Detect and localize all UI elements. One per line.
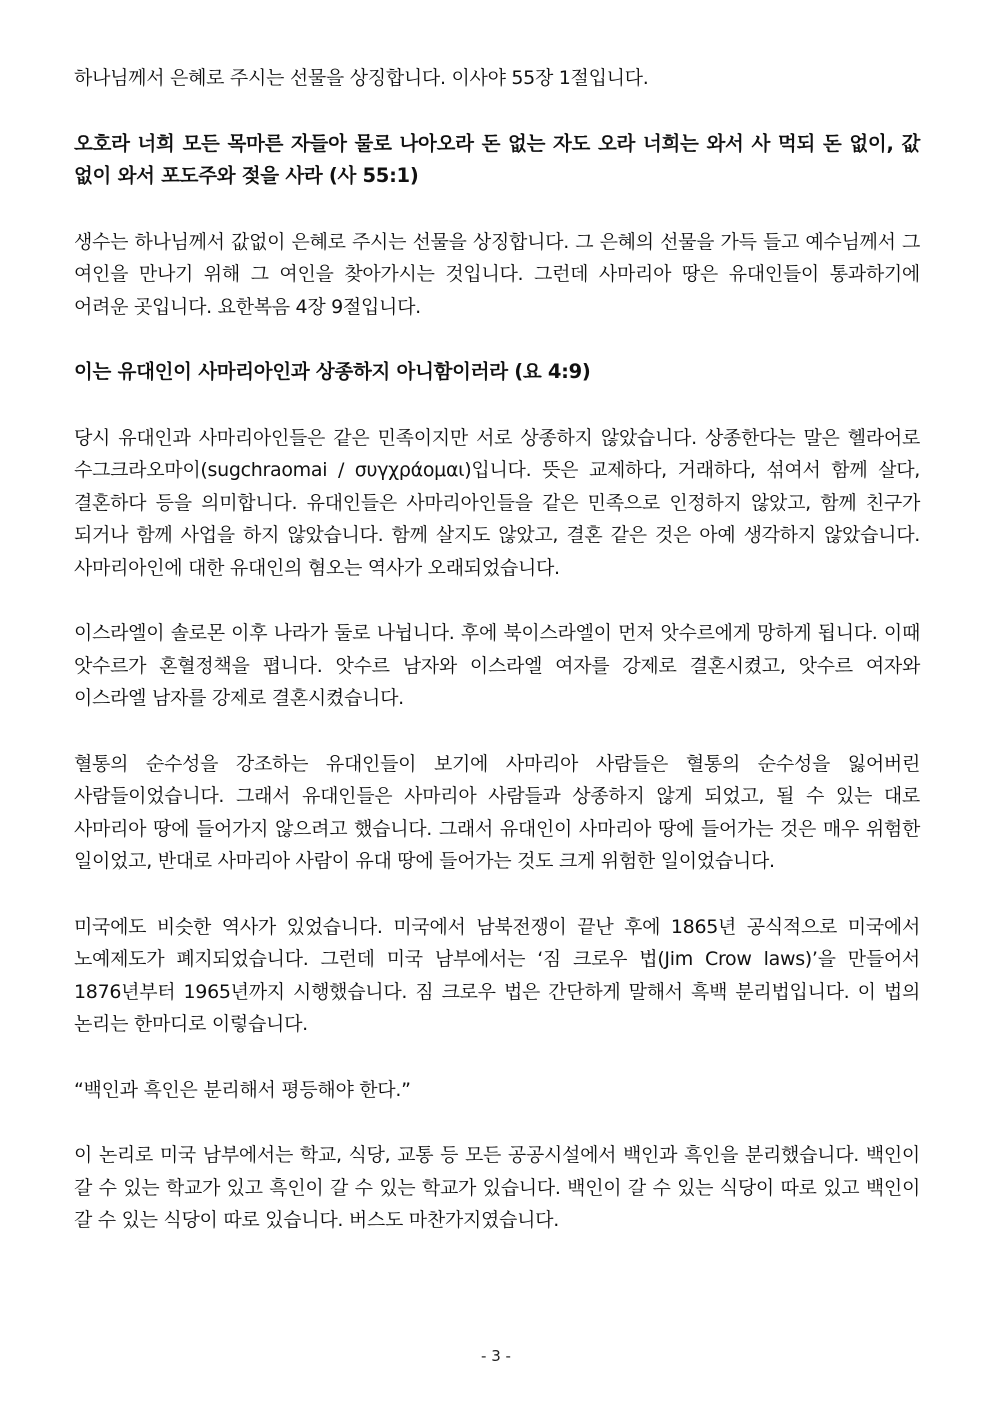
quoted-statement: “백인과 흑인은 분리해서 평등해야 한다.” bbox=[74, 1078, 411, 1101]
body-paragraph: 미국에도 비슷한 역사가 있었습니다. 미국에서 남북전쟁이 끝난 후에 1865년 공식적으로 미국에서 노예제도가 폐지되었습니다. 그런데 미국 남부에서는 ‘짐 크로우 법(Jim Crow laws)’을 만들어서 1876년부터 1965년까지 시행했습니다. 짐 크로우 법은 간단하게 말해서 흑백 분리법입니다. 이 법의 논리는 한마디로 이렇습니다. bbox=[74, 915, 920, 1035]
body-paragraph: 혈통의 순수성을 강조하는 유대인들이 보기에 사마리아 사람들은 혈통의 순수성을 잃어버린 사람들이었습니다. 그래서 유대인들은 사마리아 사람들과 상종하지 않게 되었고, 될 수 있는 대로 사마리아 땅에 들어가지 않으려고 했습니다. 그래서 유대인이 사마리아 땅에 들어가는 것은 매우 위험한 일이었고, 반대로 사마리아 사람이 유대 땅에 들어가는 것도 크게 위험한 일이었습니다. bbox=[74, 752, 920, 872]
body-paragraph: 생수는 하나님께서 값없이 은혜로 주시는 선물을 상징합니다. 그 은혜의 선물을 가득 들고 예수님께서 그 여인을 만나기 위해 그 여인을 찾아가시는 것입니다. 그런데 사마리아 땅은 유대인들이 통과하기에 어려운 곳입니다. 요한복음 4장 9절입니다. bbox=[74, 230, 920, 318]
body-paragraph: 하나님께서 은혜로 주시는 선물을 상징합니다. 이사야 55장 1절입니다. bbox=[74, 67, 649, 89]
document-page bbox=[74, 62, 920, 1270]
body-paragraph: 당시 유대인과 사마리아인들은 같은 민족이지만 서로 상종하지 않았습니다. 상종한다는 말은 헬라어로 수그크라오마이(sugchraomai / συγχράομαι)입니다. 뜻은 교제하다, 거래하다, 섞여서 함께 살다, 결혼하다 등을 의미합니다. 유대인들은 사마리아인들을 같은 민족으로 인정하지 않았고, 함께 친구가 되거나 함께 사업을 하지 않았습니다. 함께 살지도 않았고, 결혼 같은 것은 아예 생각하지 않았습니다. 사마리아인에 대한 유대인의 혐오는 역사가 오래되었습니다. bbox=[74, 426, 920, 579]
body-paragraph: 이스라엘이 솔로몬 이후 나라가 둘로 나뉩니다. 후에 북이스라엘이 먼저 앗수르에게 망하게 됩니다. 이때 앗수르가 혼혈정책을 폅니다. 앗수르 남자와 이스라엘 여자를 강제로 결혼시켰고, 앗수르 여자와 이스라엘 남자를 강제로 결혼시켰습니다. bbox=[74, 622, 920, 709]
page-number: - 3 - bbox=[481, 1347, 511, 1365]
scripture-quote: 이는 유대인이 사마리아인과 상종하지 아니함이러라 (요 4:9) bbox=[74, 360, 591, 383]
body-paragraph: 이 논리로 미국 남부에서는 학교, 식당, 교통 등 모든 공공시설에서 백인과 흑인을 분리했습니다. 백인이 갈 수 있는 학교가 있고 흑인이 갈 수 있는 학교가 있습니다. 백인이 갈 수 있는 식당이 따로 있고 백인이 갈 수 있는 식당이 따로 있습니다. 버스도 마찬가지였습니다. bbox=[74, 1144, 920, 1231]
scripture-quote: 오호라 너희 모든 목마른 자들아 물로 나아오라 돈 없는 자도 오라 너희는 와서 사 먹되 돈 없이, 값 없이 와서 포도주와 젖을 사라 (사 55:1) bbox=[74, 131, 920, 187]
